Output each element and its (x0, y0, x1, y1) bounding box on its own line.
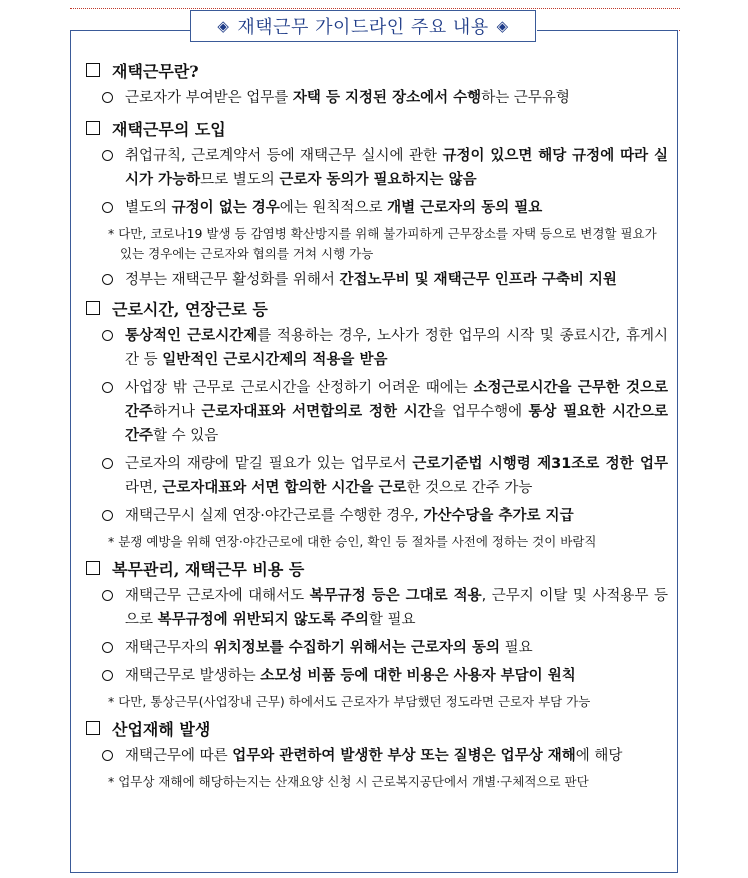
section-heading-text: 산업재해 발생 (112, 719, 211, 739)
section-heading-text: 재택근무란? (112, 61, 199, 81)
diamond-icon: ◈ (217, 17, 230, 35)
text-bold: 소모성 비품 등에 대한 비용은 사용자 부담이 원칙 (260, 668, 576, 684)
list-item (86, 376, 668, 448)
text: 한 것으로 간주 가능 (406, 480, 533, 496)
text: 므로 별도의 (200, 172, 280, 188)
text: 근로자의 재량에 맡길 필요가 있는 업무로서 (125, 456, 413, 472)
list-item (86, 86, 668, 110)
page-title: 재택근무 가이드라인 주요 내용 (237, 17, 489, 38)
text-bold: 소정근로시간을 근무한 것으로 간주 (125, 380, 668, 420)
text: , 근무지 이탈 및 사적용무 등으로 (125, 588, 668, 628)
circle-bullet-icon (102, 150, 113, 161)
checkbox-square-icon (86, 121, 100, 135)
text: 라면, (125, 480, 163, 496)
text-bold: 근로자대표와 서면합의로 정한 시간 (201, 404, 432, 420)
circle-bullet-icon (102, 382, 113, 393)
text-bold: 복무규정에 위반되지 않도록 주의 (157, 612, 369, 628)
section-service-management (86, 556, 668, 712)
text-bold: 간접노무비 및 재택근무 인프라 구축비 지원 (339, 272, 617, 288)
text: 재택근무에 따른 (125, 748, 233, 764)
footnote: * 업무상 재해에 해당하는지는 산재요양 신청 시 근로복지공단에서 개별·구체적으로 판단 (108, 774, 589, 789)
list-item (86, 268, 668, 292)
text: 할 수 있음 (153, 428, 219, 444)
text: 재택근무 근로자에 대해서도 (125, 588, 310, 604)
text: 하는 근무유형 (481, 90, 570, 106)
section-definition (86, 58, 668, 110)
list-item (86, 584, 668, 632)
circle-bullet-icon (102, 750, 113, 761)
text-bold: 근로기준법 시행령 제31조로 정한 업무 (412, 456, 668, 472)
section-heading (86, 116, 668, 140)
text: 재택근무시 실제 연장·야간근로를 수행한 경우, (125, 508, 424, 524)
checkbox-square-icon (86, 561, 100, 575)
text: 할 필요 (368, 612, 416, 628)
text: 를 적용하는 경우, 노사가 정한 업무의 시작 및 종료시간, 휴게시간 등 (125, 328, 668, 368)
text: 정부는 재택근무 활성화를 위해서 (125, 272, 340, 288)
text-bold: 복무규정 등은 그대로 적용 (309, 588, 482, 604)
text: 필요 (499, 640, 533, 656)
circle-bullet-icon (102, 670, 113, 681)
text-bold: 근로자 동의가 필요하지는 않음 (279, 172, 477, 188)
list-item (86, 636, 668, 660)
section-heading (86, 716, 668, 740)
checkbox-square-icon (86, 301, 100, 315)
diamond-icon: ◈ (496, 17, 509, 35)
text-bold: 통상 필요한 시간으로 간주 (125, 404, 668, 444)
section-heading (86, 296, 668, 320)
footnote: * 분쟁 예방을 위해 연장·야간근로에 대한 승인, 확인 등 절차를 사전에 정하는 것이 바람직 (108, 534, 597, 549)
circle-bullet-icon (102, 590, 113, 601)
checkbox-square-icon (86, 721, 100, 735)
section-heading-text: 재택근무의 도입 (112, 119, 226, 139)
footnote: * 다만, 통상근무(사업장내 근무) 하에서도 근로자가 부담했던 정도라면 근로자 부담 가능 (108, 694, 591, 709)
circle-bullet-icon (102, 92, 113, 103)
list-item (86, 452, 668, 500)
list-item (86, 504, 668, 528)
text-bold: 자택 등 지정된 장소에서 수행 (292, 90, 482, 106)
checkbox-square-icon (86, 63, 100, 77)
text-bold: 통상적인 근로시간제 (125, 328, 258, 344)
section-working-hours (86, 296, 668, 552)
section-heading-text: 근로시간, 연장근로 등 (112, 299, 268, 319)
section-heading (86, 58, 668, 82)
text: 하거나 (153, 404, 202, 420)
list-item (86, 324, 668, 372)
list-item (86, 664, 668, 688)
section-industrial-accident (86, 716, 668, 792)
list-item (86, 196, 668, 220)
text: 에는 원칙적으로 (279, 200, 388, 216)
circle-bullet-icon (102, 642, 113, 653)
list-item (86, 144, 668, 192)
text: 사업장 밖 근무로 근로시간을 산정하기 어려운 때에는 (125, 380, 474, 396)
section-heading (86, 556, 668, 580)
list-item (86, 744, 668, 768)
title-box (190, 10, 536, 42)
top-dotted-rule (70, 8, 680, 9)
footnote: * 다만, 코로나19 발생 등 감염병 확산방지를 위해 불가피하게 근무장소를 자택 등으로 변경할 필요가 있는 경우에는 근로자와 협의를 거쳐 시행 가능 (108, 226, 657, 261)
text: 재택근무로 발생하는 (125, 668, 261, 684)
text: 별도의 (125, 200, 172, 216)
text-bold: 업무와 관련하여 발생한 부상 또는 질병은 업무상 재해 (232, 748, 576, 764)
text-bold: 가산수당을 추가로 지급 (423, 508, 574, 524)
text: 취업규칙, 근로계약서 등에 재택근무 실시에 관한 (125, 148, 443, 164)
circle-bullet-icon (102, 202, 113, 213)
text-bold: 규정이 있으면 해당 규정에 따라 실시가 가능하 (125, 148, 668, 188)
text-bold: 근로자대표와 서면 합의한 시간을 근로 (162, 480, 407, 496)
text: 에 해당 (575, 748, 623, 764)
guideline-content (86, 58, 668, 796)
text-bold: 규정이 없는 경우 (171, 200, 280, 216)
section-adoption (86, 116, 668, 292)
text-bold: 개별 근로자의 동의 필요 (387, 200, 543, 216)
text-bold: 일반적인 근로시간제의 적용을 받음 (162, 352, 388, 368)
circle-bullet-icon (102, 510, 113, 521)
text: 근로자가 부여받은 업무를 (125, 90, 293, 106)
text: 을 업무수행에 (431, 404, 529, 420)
circle-bullet-icon (102, 274, 113, 285)
text-bold: 위치정보를 수집하기 위해서는 근로자의 동의 (213, 640, 500, 656)
circle-bullet-icon (102, 458, 113, 469)
circle-bullet-icon (102, 330, 113, 341)
text: 재택근무자의 (125, 640, 214, 656)
section-heading-text: 복무관리, 재택근무 비용 등 (112, 559, 305, 579)
